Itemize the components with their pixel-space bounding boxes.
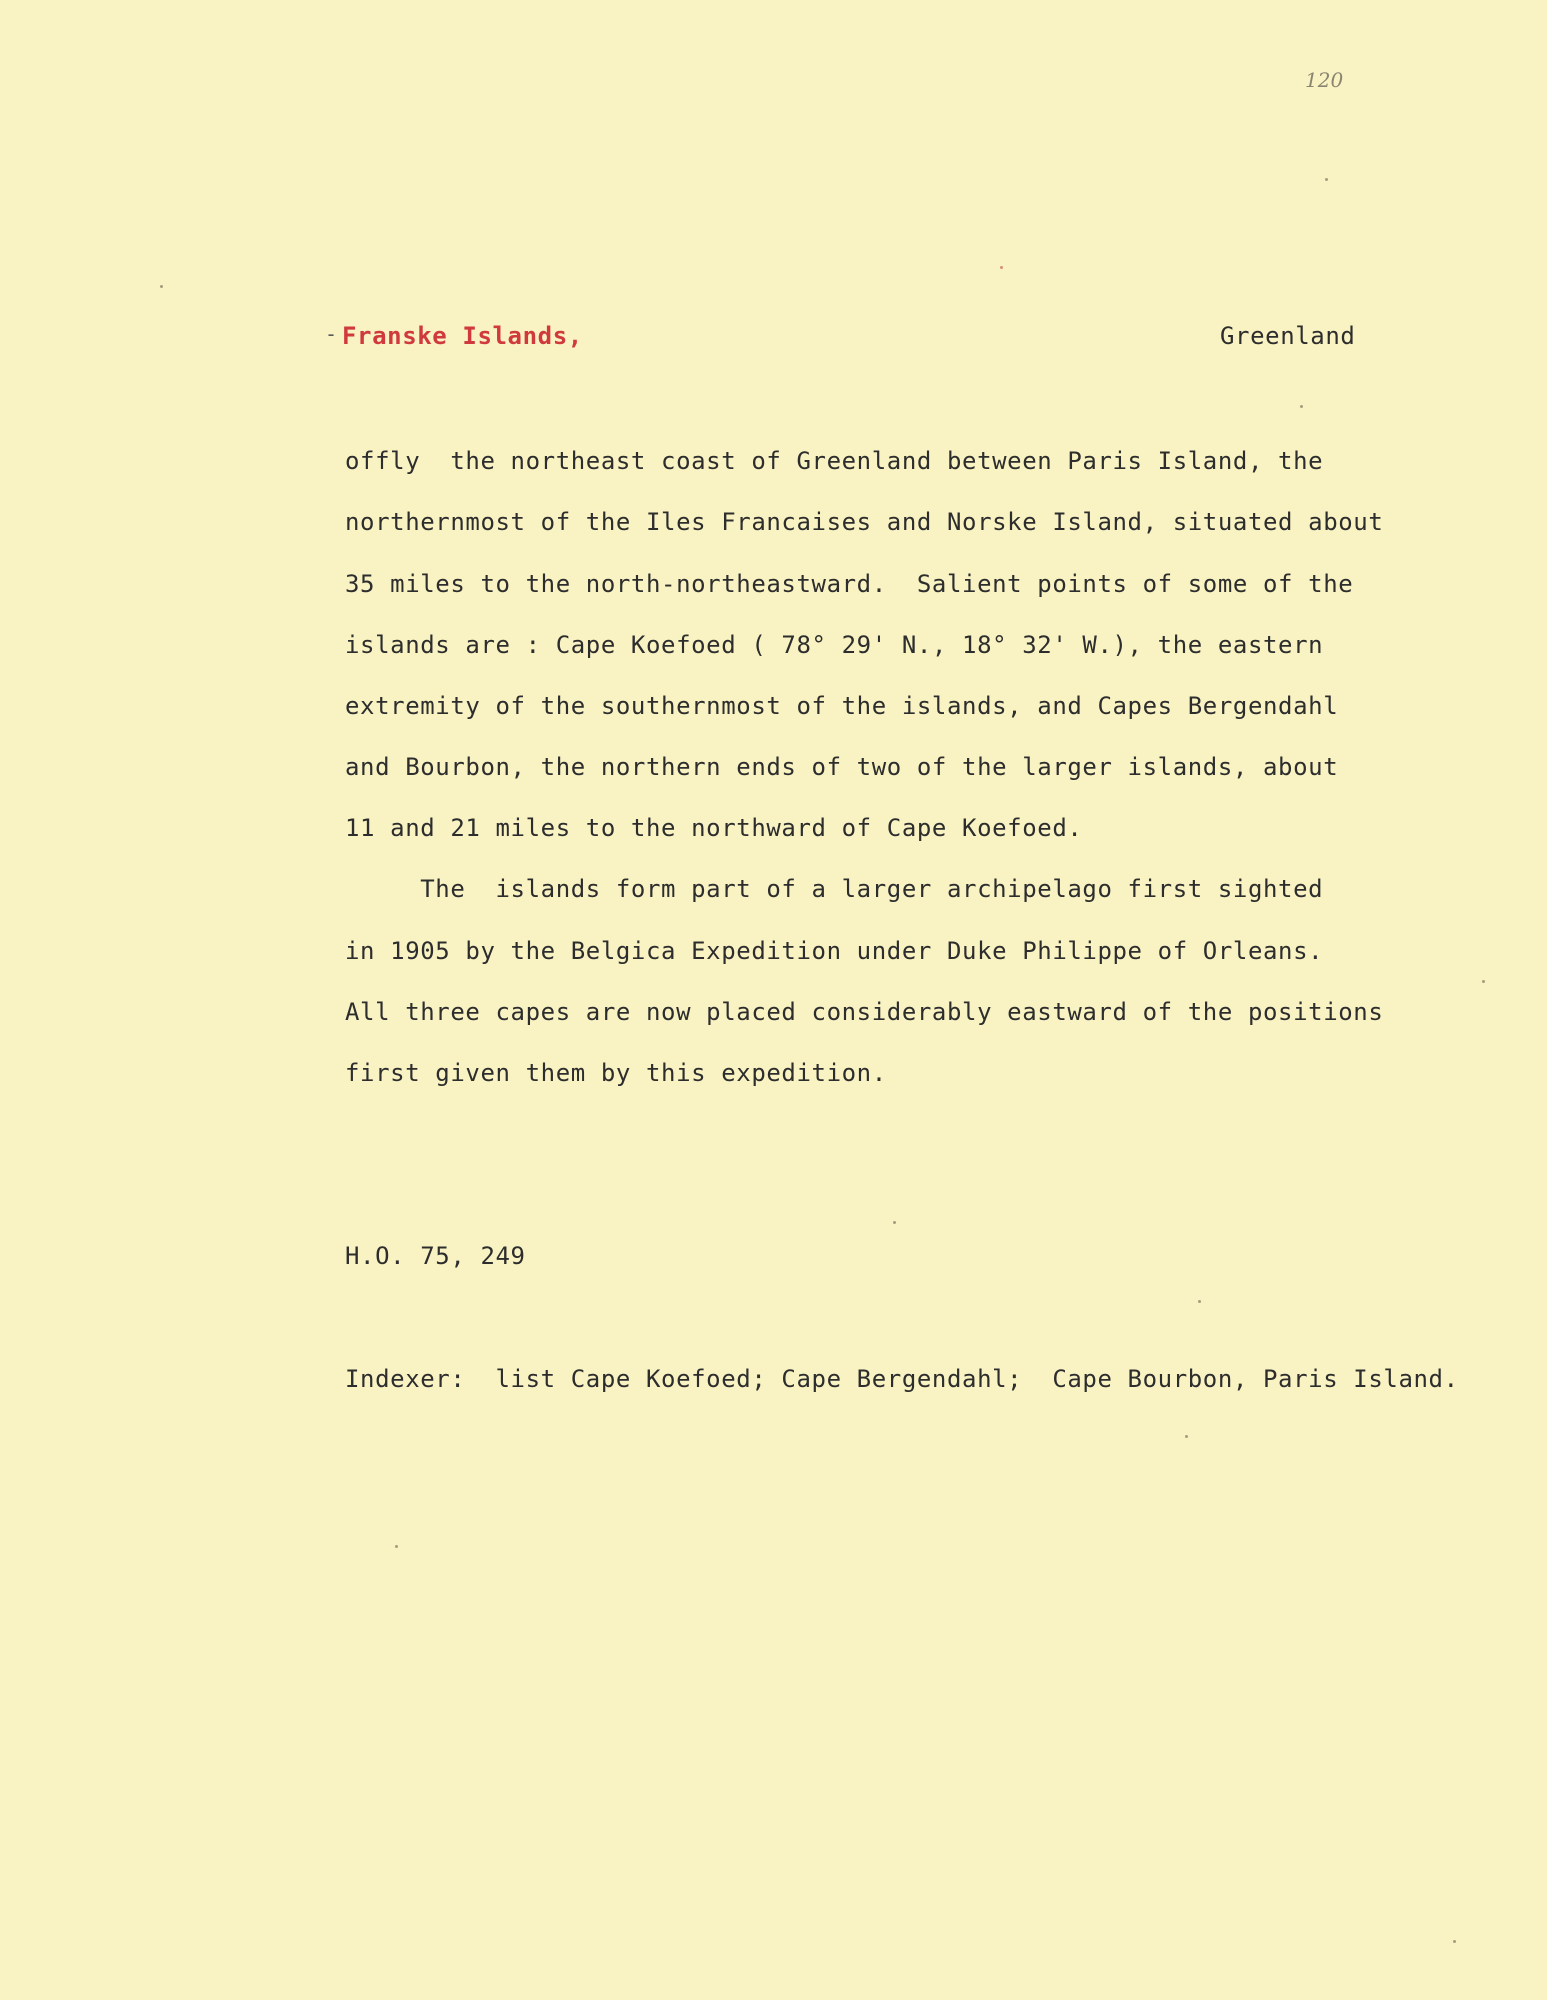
body-line: and Bourbon, the northern ends of two of the larger islands, about [345, 753, 1339, 781]
body-line: 35 miles to the north-northeastward. Salient points of some of the [345, 570, 1354, 598]
paper-speck [1325, 178, 1328, 181]
body-line: northernmost of the Iles Francaises and Norske Island, situated about [345, 508, 1384, 536]
source-reference: H.O. 75, 249 [345, 1242, 526, 1270]
indexer-note: Indexer: list Cape Koefoed; Cape Bergendahl; Cape Bourbon, Paris Island. [345, 1365, 1459, 1393]
paper-speck [395, 1545, 398, 1548]
body-line: 11 and 21 miles to the northward of Cape Koefoed. [345, 814, 1083, 842]
body-line: extremity of the southernmost of the islands, and Capes Bergendahl [345, 692, 1339, 720]
paper-speck [1300, 405, 1303, 408]
paper-speck [1198, 1300, 1201, 1303]
body-line: in 1905 by the Belgica Expedition under Duke Philippe of Orleans. [345, 937, 1324, 965]
paper-speck [1000, 266, 1003, 269]
entry-region: Greenland [1220, 322, 1356, 350]
body-line: The islands form part of a larger archipelago first sighted [345, 875, 1324, 903]
body-line: islands are : Cape Koefoed ( 78° 29' N., 18° 32' W.), the eastern [345, 631, 1324, 659]
body-line: first given them by this expedition. [345, 1059, 887, 1087]
body-line: offly the northeast coast of Greenland between Paris Island, the [345, 447, 1324, 475]
paper-speck [1453, 1940, 1456, 1943]
paper-speck [1185, 1435, 1188, 1438]
paper-speck [893, 1221, 896, 1224]
paper-speck [1482, 980, 1485, 983]
paper-speck [160, 285, 163, 288]
body-line: All three capes are now placed considerably eastward of the positions [345, 998, 1384, 1026]
margin-dash: - [325, 322, 338, 346]
page-number-handwritten: 120 [1305, 68, 1344, 92]
entry-heading: Franske Islands, [342, 322, 583, 350]
